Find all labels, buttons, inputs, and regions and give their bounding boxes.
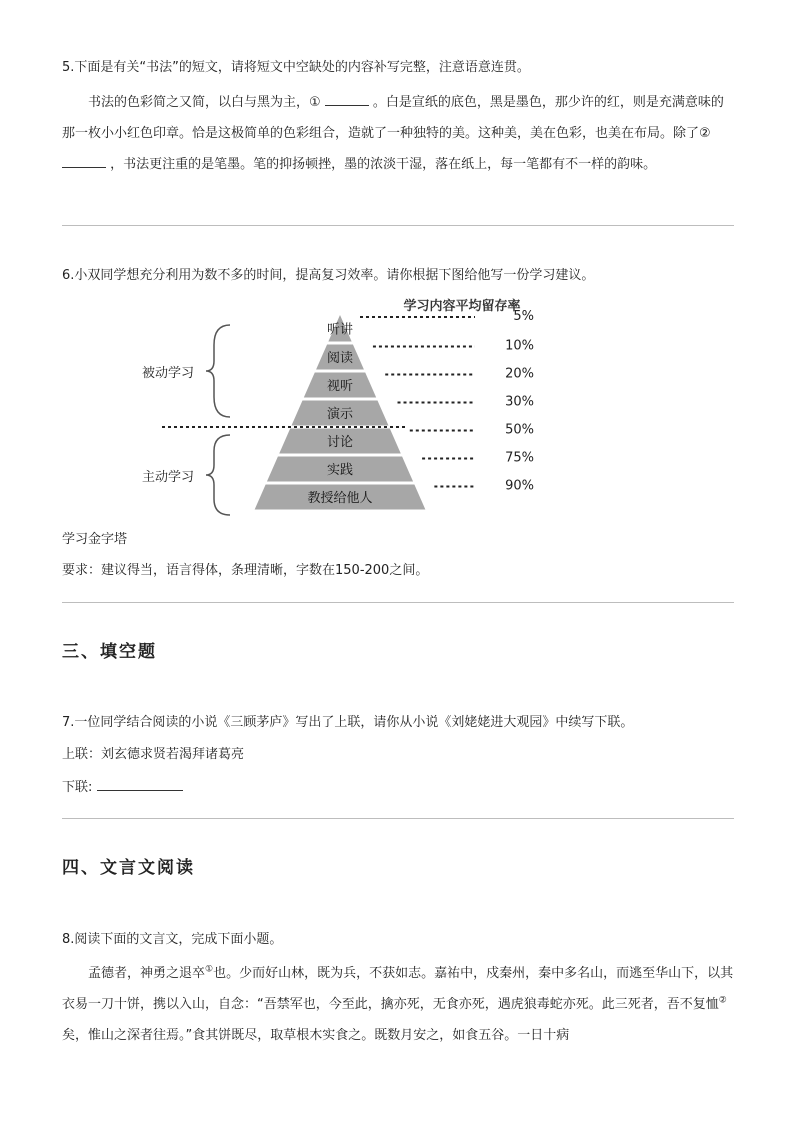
divider (62, 602, 734, 603)
q7-stem: 7.一位同学结合阅读的小说《三顾茅庐》写出了上联，请你从小说《刘姥姥进大观园》中续写下联。 (62, 715, 634, 730)
retention-value: 5% (513, 309, 534, 324)
pyramid-level-label: 听讲 (326, 322, 354, 338)
q7-lower-label: 下联: (62, 780, 97, 795)
learning-pyramid-figure (130, 293, 545, 523)
chart-title: 学习内容平均留存率 (403, 299, 521, 314)
q5-text-1: 书法的色彩简之又简，以白与黑为主，① (88, 95, 325, 110)
q5-passage (62, 87, 734, 180)
q5-text-2: 。白是宣纸的底色，黑是墨色，那少许的红，则是充满意味的那一枚小小红色印章。恰是这极简单的色彩组合，造就了一种独特的美。这种美，美在色彩，也美在布局。除了② (62, 95, 724, 141)
pyramid-level-label: 讨论 (326, 435, 354, 450)
pyramid-level-label: 教授给他人 (307, 491, 373, 506)
footnote-1: ① (205, 964, 214, 975)
q8-text-c: 矣，惟山之深者往焉。”食其饼既尽，取草根木实食之。既数月安之，如食五谷。一日十病 (62, 1028, 570, 1043)
retention-value: 75% (505, 450, 534, 466)
pyramid-level-label: 阅读 (326, 351, 354, 366)
blank-1[interactable] (325, 92, 369, 106)
q7-upper: 上联：刘玄德求贤若渴拜诸葛亮 (62, 747, 245, 762)
q7-lower (62, 777, 734, 798)
retention-value: 10% (505, 338, 534, 354)
q8-text-b: 也。少而好山林，既为兵，不获如志。嘉祐中，戍秦州，秦中多名山，而逃至华山下，以其衣易一刀十饼，携以入山，自念：“吾禁军也，今至此，擒亦死，无食亦死，遇虎狼毒蛇亦死。此三死者，吾不复恤 (62, 966, 734, 1012)
group-label-passive: 被动学习 (141, 366, 195, 381)
active-brace (206, 435, 230, 515)
q6-stem: 6.小双同学想充分利用为数不多的时间，提高复习效率。请你根据下图给他写一份学习建议。 (62, 268, 595, 283)
divider (62, 225, 734, 226)
figure-caption: 学习金字塔 (62, 532, 128, 547)
passive-brace (206, 325, 230, 417)
lower-couplet-blank[interactable] (97, 777, 183, 791)
q5-stem: 5.下面是有关“书法”的短文，请将短文中空缺处的内容补写完整，注意语意连贯。 (62, 60, 530, 75)
pyramid-level-label: 演示 (326, 407, 354, 422)
q8-stem: 8.阅读下面的文言文，完成下面小题。 (62, 932, 283, 947)
q8-passage (62, 958, 734, 1051)
section-title-3: 三、填空题 (62, 642, 157, 662)
q5-text-3: ，书法更注重的是笔墨。笔的抑扬顿挫，墨的浓淡干湿，落在纸上，每一笔都有不一样的韵味。 (106, 157, 657, 172)
group-label-active: 主动学习 (141, 470, 195, 485)
retention-value: 50% (505, 422, 534, 438)
blank-2[interactable] (62, 154, 106, 168)
pyramid-level-label: 实践 (326, 463, 354, 478)
retention-value: 20% (505, 366, 534, 382)
q6-requirement: 要求：建议得当，语言得体，条理清晰，字数在150-200之间。 (62, 563, 429, 578)
pyramid-level-label: 视听 (326, 379, 354, 394)
footnote-2: ② (718, 995, 727, 1006)
section-title-4: 四、文言文阅读 (62, 858, 195, 878)
retention-value: 30% (505, 394, 534, 410)
retention-value: 90% (505, 478, 534, 494)
divider (62, 818, 734, 819)
q8-text-a: 孟德者，神勇之退卒 (88, 966, 206, 981)
